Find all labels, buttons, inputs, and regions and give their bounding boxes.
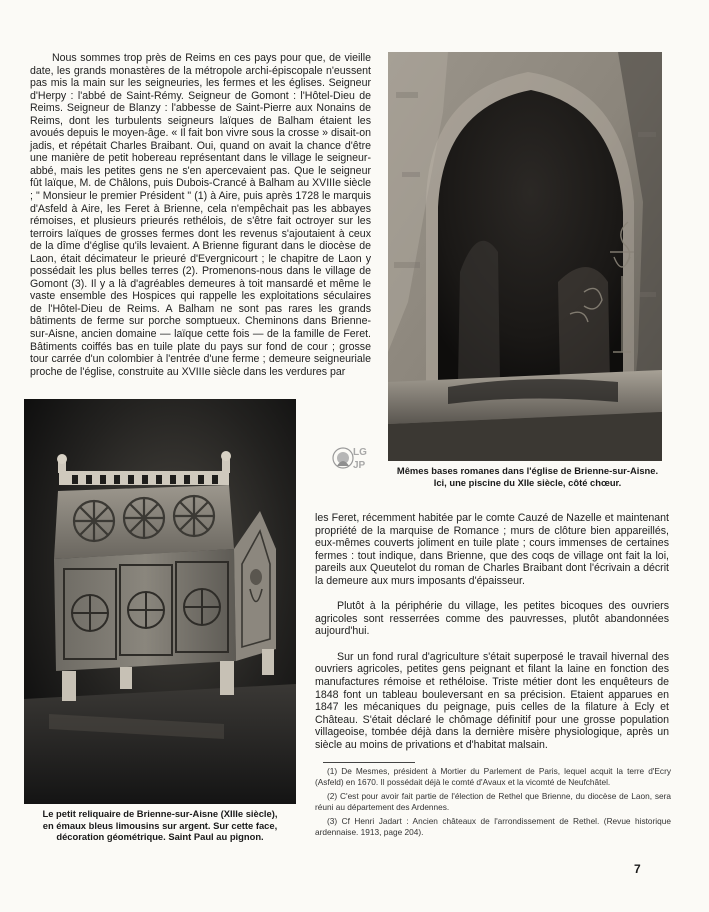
page-number: 7: [634, 862, 641, 876]
article-paragraph-2: Plutôt à la périphérie du village, les petites bicoques des ouvriers agricoles sont resserrées comme des pauvresses, plutôt abandonnées aujourd'hui.: [315, 600, 669, 638]
reliquary-photo-caption: [15, 808, 305, 843]
article-paragraph-continuation: les Feret, récemment habitée par le comte Cauzé de Nazelle et maintenant propriété de la marquise de Romance ; murs de clôture bien appareillés, eux-mêmes couverts joliment en tuile plate ; cours immenses de certaines fermes : tout indique, dans Brienne, que des coqs de village ont fait la loi, pareils aux Queutelot du roman de Charles Braibant dont l'écrivain a décrit la demeure aux murs imposants d'épaisseur.: [315, 512, 669, 587]
church-piscine-photo: [388, 52, 662, 461]
reliquary-caption-line-1: Le petit reliquaire de Brienne-sur-Aisne (XIIIe siècle),: [42, 808, 278, 819]
footnote-2: (2) C'est pour avoir fait partie de l'élection de Rethel que Brienne, du diocèse de Laon, sera réuni au département des Ardennes.: [315, 790, 671, 813]
footnote-3: (3) Cf Henri Jadart : Ancien châteaux de l'arrondissement de Rethel. (Revue historique ardennaise. 1913, page 204).: [315, 815, 671, 838]
svg-text:JP: JP: [353, 460, 366, 471]
article-text-right-column: [315, 512, 669, 751]
church-caption-line-1: Mêmes bases romanes dans l'église de Brienne-sur-Aisne.: [396, 465, 659, 476]
reliquary-caption-line-3: décoration géométrique. Saint Paul au pignon.: [56, 831, 264, 843]
church-caption-line-2: Ici, une piscine du XIIe siècle, côté chœur.: [433, 476, 622, 488]
footnotes: [315, 766, 671, 840]
church-photo-caption: [385, 465, 670, 488]
reliquary-caption-line-2: en émaux bleus limousins sur argent. Sur cette face,: [42, 819, 278, 831]
article-text-left-column: [30, 52, 371, 378]
svg-text:LG: LG: [353, 447, 367, 458]
article-paragraph-3: Sur un fond rural d'agriculture s'était superposé le travail hivernal des ouvriers agricoles, petites gens peignant et filant la laine en fonction des manufactures rémoise et rethéloise. Triste métier dont les enquêteurs de 1848 font un tableau bouleversant en sa précision. Etaient apparues en 1847 les mécaniques du peignage, puis celles de la filature à Ecly et Château. S'était déclaré le chômage définitif pour une grosse population villageoise, tombée déjà dans la dernière misère physiologique, après un siècle au moins de privations et d'habitat malsain.: [315, 650, 669, 751]
article-paragraph-1: Nous sommes trop près de Reims en ces pays pour que, de vieille date, les grands monastères de la métropole archi-épiscopale n'eussent pas mis la main sur les seigneuries, les fermes et les églises. Seigneur d'Herpy : l'abbé de Saint-Rémy. Seigneur de Gomont : l'Hôtel-Dieu de Reims. Seigneur de Blanzy : l'abbesse de Saint-Pierre aux Nonains de Reims, dont les turbulents seigneurs laïques de Balham étaient les avoués depuis le moyen-âge. « Il fait bon vivre sous la crosse » disait-on jadis, et répétait Charles Braibant. Oui, quand on avait la chance d'être une manière de petit hobereau représentant dans le village le seigneur-abbé, mais les petites gens ne s'en apercevaient pas. Que le seigneur fût laïque, M. de Châlons, puis Dubois-Crancé à Balham au XVIIIe siècle ; " Monsieur le premier Président " (1) à Aire, puis après 1728 le marquis d'Asfeld à Aire, les Feret à Brienne, cela n'empêchait pas les abbayes rémoises, et plusieurs prieurés rethélois, de s'être fait octroyer sur les terroirs laïques de grosses fermes dont les revenus s'ajoutaient à ceux de la dîme d'église qu'ils levaient. A Brienne figurant dans le diocèse de Laon, était décimateur le prieuré d'Evergnicourt ; le chapitre de Laon y possédait les plus belles terres (2). Promenons-nous dans le village de Gomont (3). Il y a là d'agréables demeures à toit mansardé et même le vaste ensemble des Hospices qui rappelle les exploitations séculaires de l'Hôtel-Dieu de Reims. A Balham ne sont pas rares les grands bâtiments de ferme sur porche somptueux. Cheminons dans Brienne-sur-Aisne, ancien domaine — laïque cette fois — de la famille de Feret. Bâtiments coiffés bas en tuile plate du pays sur fond de cour ; grosse tour carrée d'un colombier à l'entrée d'une ferme ; demeure seigneuriale proche de l'église, construite au XVIIIe siècle dans les verdures par: [30, 52, 371, 378]
footnote-divider: [323, 762, 415, 763]
footnote-1: (1) De Mesmes, président à Mortier du Parlement de Paris, lequel acquit la terre d'Ecry (Asfeld) en 1670. Il possédait déjà le comté d'Avaux et la vicomté de Neufchâtel.: [315, 766, 671, 788]
lgjp-stamp-icon: [331, 438, 375, 478]
reliquary-photo: [24, 399, 296, 804]
